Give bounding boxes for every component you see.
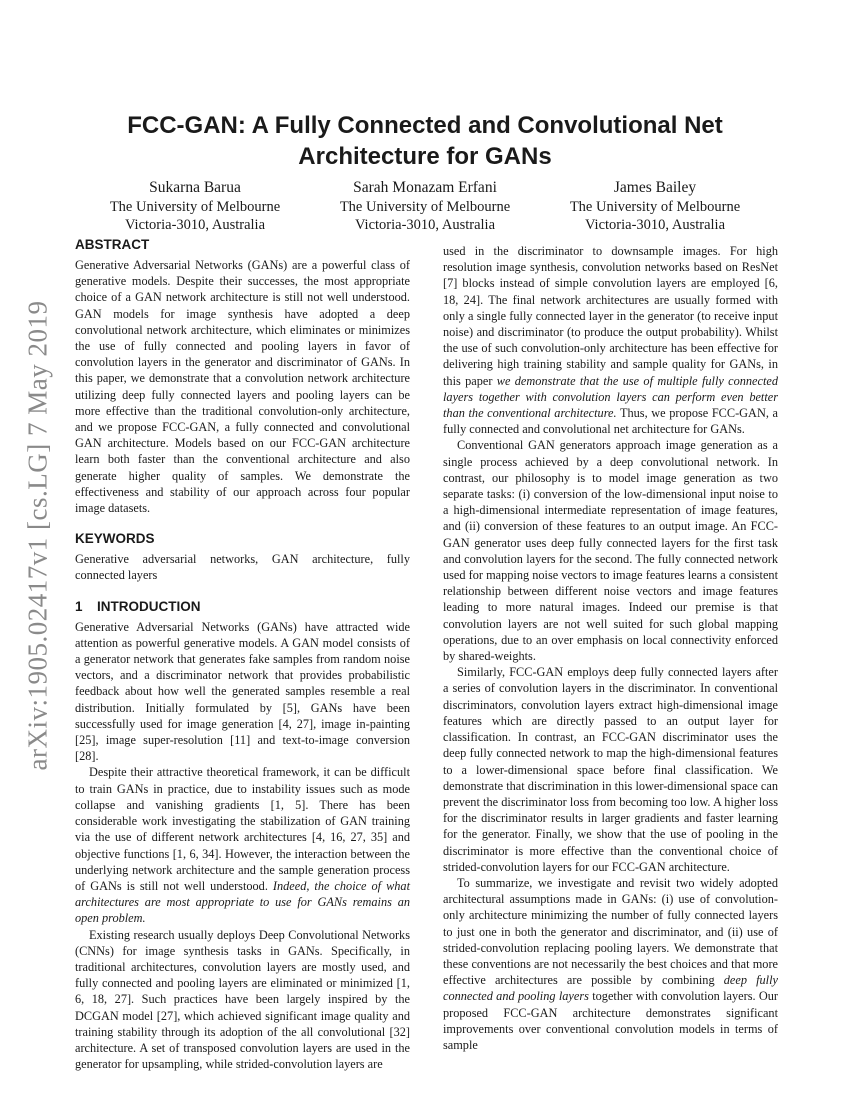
author-location: Victoria-3010, Australia xyxy=(354,217,496,233)
author-name: James Bailey xyxy=(613,179,697,196)
left-column xyxy=(75,236,410,1072)
intro-paragraph-7: To summarize, we investigate and revisit two widely adopted architectural assumptions made in GANs: (i) use of convolution-only architecture minimizing the number of fully connected layers to just one in both the generator and discriminator, and (ii) use of strided-convolution replacing pooling layers. We demonstrate that these conventions are not necessarily the best choices and that more effective architectures are possible by combining deep fully connected and pooling layers together with convolution layers. Our proposed FCC-GAN architecture demonstrates significant improvements over conventional convolution models in terms of sample xyxy=(443,875,779,1052)
author-block xyxy=(80,177,770,234)
author-affiliation: The University of Melbourne xyxy=(109,199,281,215)
right-column xyxy=(443,243,778,1053)
intro-paragraph-5: Conventional GAN generators approach image generation as a single process achieved by a deep convolutional network. In contrast, our philosophy is to model image generation as two separate tasks: (i) conversion of the low-dimensional input noise to a high-dimensional intermediate representation of image features, and (ii) conversion of these features to an output image. An FCC-GAN generator uses deep fully connected layers for the first task and convolution layers for the second. The fully connected network used for mapping noise vectors to image features learns a consistent relationship between different noise vectors and image features leading to more natural images. Indeed our premise is that convolution layers are not well suited for such global mapping operations, due to an over emphasis on local connectivity enforced by shared-weights. xyxy=(443,438,778,664)
author-name: Sarah Monazam Erfani xyxy=(353,179,497,196)
author-name: Sukarna Barua xyxy=(149,179,241,196)
arxiv-identifier: arXiv:1905.02417v1 [cs.LG] 7 May 2019 xyxy=(22,300,53,770)
abstract-heading: ABSTRACT xyxy=(75,237,150,252)
arxiv-sidebar xyxy=(20,290,56,780)
abstract-text: Generative Adversarial Networks (GANs) are a powerful class of generative models. Despite their successes, the most appropriate choice of a GAN network architecture is still not well understood. GAN models for image synthesis have adopted a deep convolutional network architecture, which eliminates or minimizes the use of fully connected and pooling layers in favor of convolution layers in the generator and discriminator of GANs. In this paper, we demonstrate that a convolution network architecture utilizing deep fully connected layers and pooling layers can be more effective than the traditional convolution-only architecture, and we propose FCC-GAN, a fully connected and convolutional GAN architecture. Models based on our FCC-GAN architecture learn both faster than the conventional architecture and also generate higher quality of samples. We demonstrate the effectiveness and stability of our approach across four popular image datasets. xyxy=(75,258,410,516)
section-number: 1 xyxy=(75,598,83,614)
author-affiliation: The University of Melbourne xyxy=(339,199,511,215)
author xyxy=(310,177,540,234)
author-location: Victoria-3010, Australia xyxy=(584,217,726,233)
author xyxy=(80,177,310,234)
emphasis-text: Indeed, the choice of what architectures are most appropriate to use for GANs remains an open problem. xyxy=(75,878,410,926)
author xyxy=(540,177,770,234)
intro-paragraph-4: used in the discriminator to downsample images. For high resolution image synthesis, convolution networks based on ResNet [7] blocks instead of simple convolution layers are employed [6, 18, 24]. The final network architectures are usually formed with only a single fully connected layer in the generator (to receive input noise) and discriminator (to produce the output probability). Whilst the use of such convolution-only architecture has been effective for delivering high training stability and sample quality for GANs, in this paper we demonstrate that the use of multiple fully connected layers together with convolution layers can perform even better than the conventional architecture. Thus, we propose FCC-GAN, a fully connected and convolutional net architecture for GANs. xyxy=(443,244,778,437)
keywords-heading: KEYWORDS xyxy=(75,531,155,547)
intro-paragraph-3: Existing research usually deploys Deep Convolutional Networks (CNNs) for image synthesis tasks in GANs. Specifically, in traditional architectures, convolution layers are mostly used, and fully connected and pooling layers are eliminated or minimized [1, 6, 18, 27]. Such practices have been largely inspired by the DCGAN model [27], which achieved significant image quality and training stability through its adoption of the all convolutional [32] architecture. A set of transposed convolution layers are used in the generator for upsampling, while strided-convolution layers are xyxy=(75,927,410,1072)
emphasis-text: we demonstrate that the use of multiple fully connected layers together with convolution layers can perform even better than the conventional architecture. xyxy=(443,373,778,421)
author-affiliation: The University of Melbourne xyxy=(569,199,741,215)
paper-title: FCC-GAN: A Fully Connected and Convolutional Net Architecture for GANs xyxy=(127,112,723,170)
author-location: Victoria-3010, Australia xyxy=(124,217,266,233)
intro-paragraph-1: Generative Adversarial Networks (GANs) have attracted wide attention as powerful generative models. A GAN model consists of a generator network that generates fake samples from random noise vectors, and a discriminator network that provides probabilistic feedback about how well the generated samples resemble a real distribution. Initially formulated by [5], GANs have been successfully used for image generation [4, 27], image in-painting [25], image super-resolution [11] and text-to-image conversion [28]. xyxy=(75,619,410,764)
section-title: INTRODUCTION xyxy=(97,598,201,614)
intro-paragraph-2: Despite their attractive theoretical framework, it can be difficult to train GANs in practice, due to instability issues such as mode collapse and vanishing gradients [1, 5]. There has been considerable work investigating the stabilization of GAN training via the use of different network architectures [4, 16, 27, 35] and objective functions [1, 6, 34]. However, the interaction between the underlying network architecture and the sample generation process of GANs is still not well understood. Indeed, the choice of what architectures are most appropriate to use for GANs remains an open problem. xyxy=(75,765,410,926)
introduction-heading xyxy=(75,598,410,616)
intro-paragraph-6: Similarly, FCC-GAN employs deep fully connected layers after a series of convolution layers in the discriminator. In conventional discriminators, convolution layers extract high-dimensional image features which are directly passed to an output layer for classification. In contrast, an FCC-GAN discriminator uses the deep fully connected network to map the high-dimensional features to a lower-dimensional space before final classification. We demonstrate that discrimination in this lower-dimensional space can prevent the discriminator loss from becoming too low. A higher loss for the discriminator results in larger gradients and faster learning for the generator. Finally, we show that the use of pooling in the discriminator is more effective than the conventional choice of strided-convolution layers for our FCC-GAN architecture. xyxy=(443,665,778,874)
keywords-text: Generative adversarial networks, GAN architecture, fully connected layers xyxy=(75,552,410,583)
emphasis-text: deep fully connected and pooling layers xyxy=(443,973,778,1004)
